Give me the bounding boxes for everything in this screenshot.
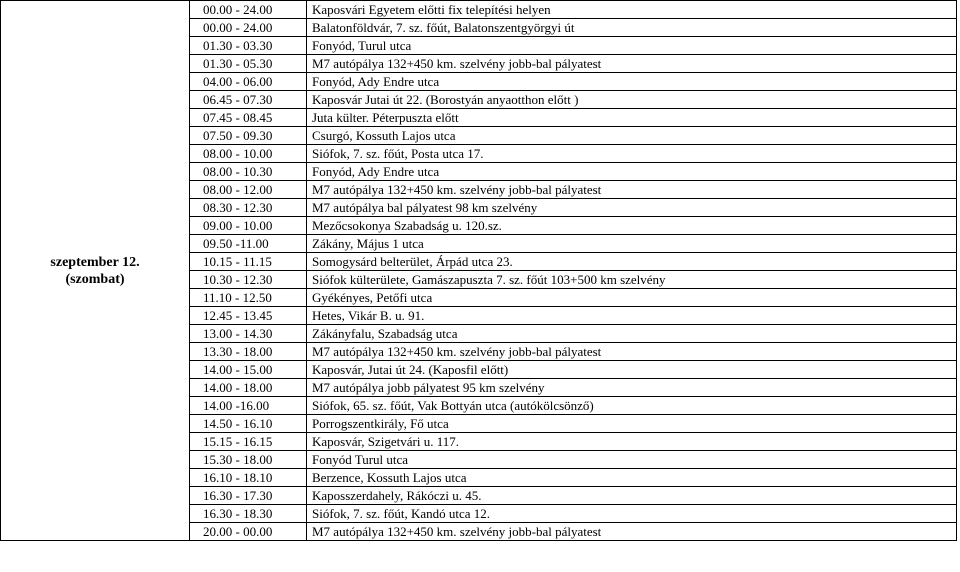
location-cell: Kaposvári Egyetem előtti fix telepítési helyen [307, 1, 957, 19]
location-cell: Balatonföldvár, 7. sz. főút, Balatonszentgyörgyi út [307, 19, 957, 37]
location-cell: Kaposszerdahely, Rákóczi u. 45. [307, 487, 957, 505]
schedule-body [1, 1, 957, 541]
location-cell: Fonyód, Turul utca [307, 37, 957, 55]
location-cell: M7 autópálya 132+450 km. szelvény jobb-bal pályatest [307, 55, 957, 73]
time-cell: 09.00 - 10.00 [190, 217, 307, 235]
location-cell: Kaposvár, Szigetvári u. 117. [307, 433, 957, 451]
location-cell: Fonyód, Ady Endre utca [307, 163, 957, 181]
time-cell: 16.30 - 17.30 [190, 487, 307, 505]
location-cell: Siófok külterülete, Gamászapuszta 7. sz. főút 103+500 km szelvény [307, 271, 957, 289]
time-cell: 13.30 - 18.00 [190, 343, 307, 361]
time-cell: 10.15 - 11.15 [190, 253, 307, 271]
time-cell: 08.00 - 10.30 [190, 163, 307, 181]
time-cell: 08.30 - 12.30 [190, 199, 307, 217]
location-cell: Siófok, 7. sz. főút, Kandó utca 12. [307, 505, 957, 523]
location-cell: Csurgó, Kossuth Lajos utca [307, 127, 957, 145]
day-date: szeptember 12. [50, 254, 140, 270]
time-cell: 11.10 - 12.50 [190, 289, 307, 307]
day-cell [1, 1, 190, 541]
time-cell: 04.00 - 06.00 [190, 73, 307, 91]
time-cell: 01.30 - 03.30 [190, 37, 307, 55]
location-cell: Zákány, Május 1 utca [307, 235, 957, 253]
location-cell: Siófok, 65. sz. főút, Vak Bottyán utca (autókölcsönző) [307, 397, 957, 415]
time-cell: 14.00 - 15.00 [190, 361, 307, 379]
location-cell: M7 autópálya 132+450 km. szelvény jobb-bal pályatest [307, 181, 957, 199]
location-cell: M7 autópálya jobb pályatest 95 km szelvény [307, 379, 957, 397]
day-weekday: (szombat) [65, 271, 125, 287]
time-cell: 13.00 - 14.30 [190, 325, 307, 343]
location-cell: M7 autópálya bal pályatest 98 km szelvény [307, 199, 957, 217]
location-cell: Siófok, 7. sz. főút, Posta utca 17. [307, 145, 957, 163]
location-cell: Zákányfalu, Szabadság utca [307, 325, 957, 343]
location-cell: Mezőcsokonya Szabadság u. 120.sz. [307, 217, 957, 235]
time-cell: 12.45 - 13.45 [190, 307, 307, 325]
location-cell: Gyékényes, Petőfi utca [307, 289, 957, 307]
time-cell: 10.30 - 12.30 [190, 271, 307, 289]
time-cell: 16.10 - 18.10 [190, 469, 307, 487]
time-cell: 09.50 -11.00 [190, 235, 307, 253]
time-cell: 06.45 - 07.30 [190, 91, 307, 109]
time-cell: 14.00 - 18.00 [190, 379, 307, 397]
location-cell: Hetes, Vikár B. u. 91. [307, 307, 957, 325]
time-cell: 08.00 - 12.00 [190, 181, 307, 199]
time-cell: 01.30 - 05.30 [190, 55, 307, 73]
time-cell: 14.50 - 16.10 [190, 415, 307, 433]
location-cell: Porrogszentkirály, Fő utca [307, 415, 957, 433]
time-cell: 16.30 - 18.30 [190, 505, 307, 523]
time-cell: 14.00 -16.00 [190, 397, 307, 415]
location-cell: Berzence, Kossuth Lajos utca [307, 469, 957, 487]
time-cell: 00.00 - 24.00 [190, 1, 307, 19]
location-cell: M7 autópálya 132+450 km. szelvény jobb-bal pályatest [307, 343, 957, 361]
location-cell: M7 autópálya 132+450 km. szelvény jobb-bal pályatest [307, 523, 957, 541]
location-cell: Somogysárd belterület, Árpád utca 23. [307, 253, 957, 271]
time-cell: 00.00 - 24.00 [190, 19, 307, 37]
table-row [1, 1, 957, 19]
time-cell: 08.00 - 10.00 [190, 145, 307, 163]
time-cell: 07.45 - 08.45 [190, 109, 307, 127]
location-cell: Juta külter. Péterpuszta előtt [307, 109, 957, 127]
location-cell: Fonyód Turul utca [307, 451, 957, 469]
time-cell: 15.15 - 16.15 [190, 433, 307, 451]
location-cell: Kaposvár, Jutai út 24. (Kaposfil előtt) [307, 361, 957, 379]
time-cell: 20.00 - 00.00 [190, 523, 307, 541]
location-cell: Kaposvár Jutai út 22. (Borostyán anyaotthon előtt ) [307, 91, 957, 109]
time-cell: 15.30 - 18.00 [190, 451, 307, 469]
time-cell: 07.50 - 09.30 [190, 127, 307, 145]
location-cell: Fonyód, Ady Endre utca [307, 73, 957, 91]
